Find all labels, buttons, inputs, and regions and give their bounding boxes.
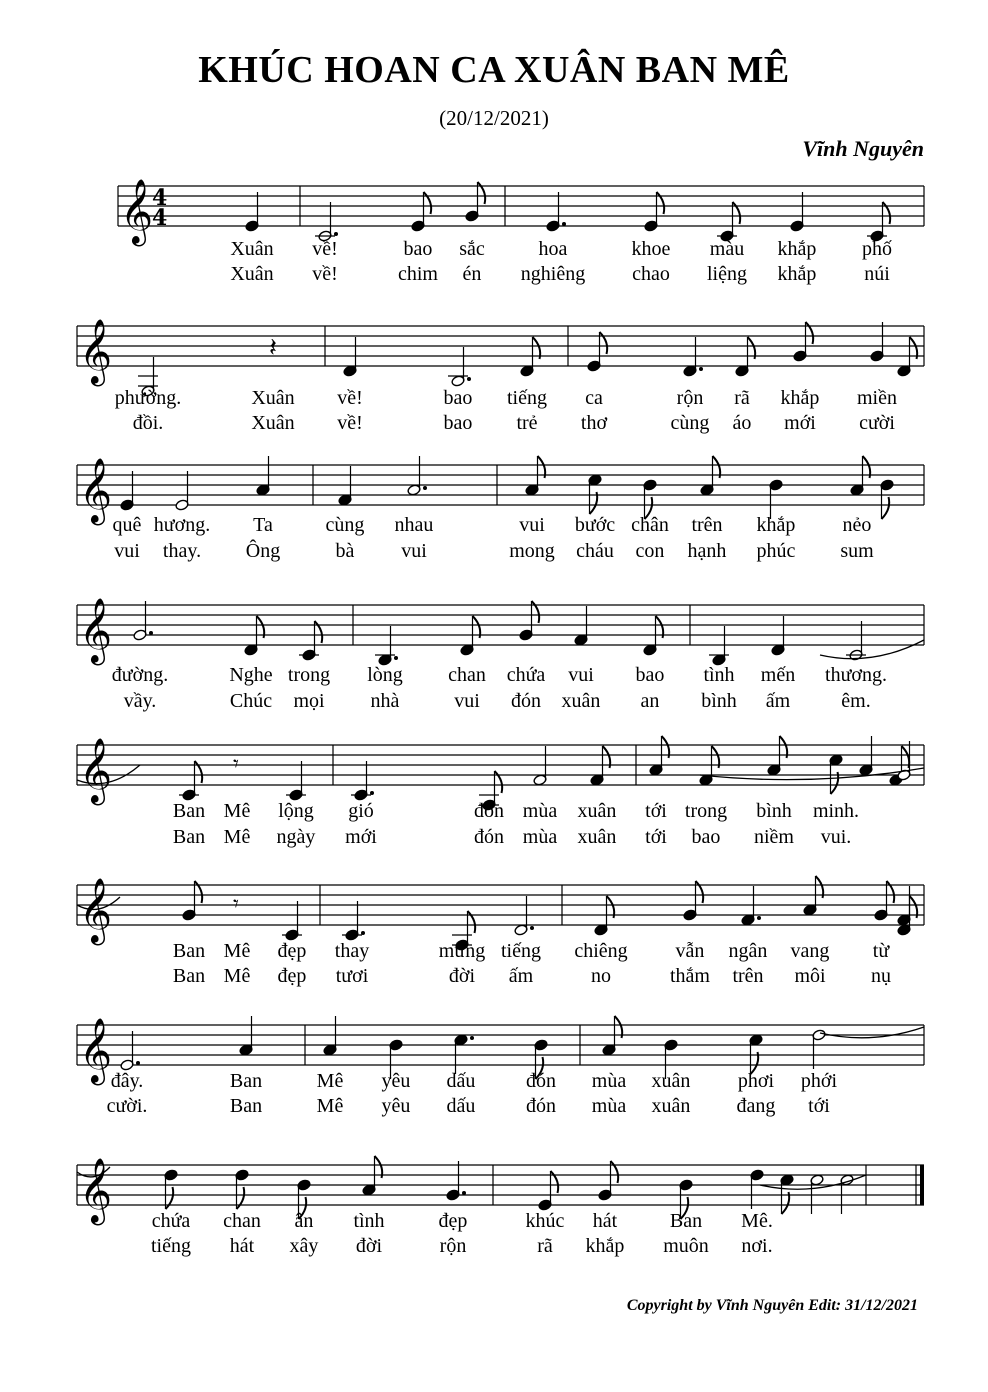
verse1-syllable: khoe [631,238,671,260]
note-flag [237,1187,245,1209]
verse2-syllable: mới [784,412,816,434]
verse2-syllable: tới [808,1095,830,1117]
dot [149,631,153,635]
verse1-syllable: chan [223,1210,261,1232]
note-flag [611,1161,619,1183]
note-flag [478,182,486,204]
verse2-syllable: đón [474,826,504,848]
verse1-syllable: mùa [522,800,558,822]
tie-slur [820,1027,924,1038]
verse2-syllable: xuân [577,826,617,848]
verse2-syllable: Xuân [251,412,295,434]
verse2-syllable: nghiêng [520,263,586,285]
verse2-syllable: đồi. [132,412,164,434]
dot [699,367,703,371]
verse2-syllable: liệng [707,263,747,285]
verse1-syllable: đẹp [438,1210,468,1232]
verse1-syllable: Xuân [230,238,274,260]
verse2-syllable: mong [509,540,555,562]
verse1-syllable: hát [592,1210,618,1232]
verse2-syllable: hát [229,1235,255,1257]
note-flag [424,192,432,214]
verse2-syllable: ấm [508,965,534,987]
verse1-syllable: xuân [577,800,617,822]
tie-slur [820,640,924,659]
verse2-syllable: nhà [370,690,400,712]
verse1-syllable: đường. [111,664,169,686]
verse1-syllable: thương. [825,664,887,686]
verse2-syllable: an [640,690,660,712]
verse1-syllable: trên [691,514,723,536]
verse1-syllable: tiếng [507,387,547,409]
verse2-syllable: Ban [172,826,206,848]
verse2-syllable: muôn [663,1235,709,1257]
verse2-syllable: núi [864,263,890,285]
verse2-syllable: đón [526,1095,556,1117]
verse2-syllable: niềm [754,826,794,848]
verse2-syllable: ngày [276,826,316,848]
note-flag [532,601,540,623]
verse1-syllable: bình [756,800,792,822]
verse2-syllable: thơ [580,412,608,434]
note-flag [657,192,665,214]
verse2-syllable: nụ [871,965,891,987]
verse2-syllable: đang [736,1095,776,1117]
verse2-syllable: thay. [162,540,202,562]
verse1-syllable: đẹp [277,940,307,962]
verse2-syllable: môi [794,965,826,987]
verse2-syllable: tươi [335,965,369,987]
song-date: (20/12/2021) [439,106,549,130]
verse2-syllable: phúc [756,540,796,562]
verse1-syllable: chan [448,664,486,686]
verse1-syllable: vang [790,940,830,962]
verse1-syllable: vẫn [675,940,705,962]
dot [361,931,365,935]
note-flag [195,761,203,783]
treble-clef-icon: 𝄞 [79,1018,113,1083]
verse1-syllable: vui [519,514,545,536]
eighth-rest-icon: 𝄾 [233,752,239,777]
dot [530,926,534,930]
verse1-syllable: chân [631,514,669,536]
verse2-syllable: đón [511,690,541,712]
verse2-syllable: Chúc [229,690,273,712]
verse2-syllable: thắm [670,965,710,987]
verse2-syllable: khắp [777,263,817,285]
verse1-syllable: Ban [229,1070,263,1092]
verse1-syllable: bước [574,514,616,536]
verse1-syllable: mến [760,664,796,686]
verse2-syllable: êm. [841,690,871,712]
verse2-syllable: đời [448,965,476,987]
dot [562,222,566,226]
verse1-syllable: Ban [669,1210,703,1232]
verse1-syllable: Mê [223,800,251,822]
verse1-syllable: thay [334,940,370,962]
treble-clef-icon: 𝄞 [79,319,113,384]
verse1-syllable: bao [635,664,665,686]
verse2-syllable: Mê [316,1095,344,1117]
verse1-syllable: hương. [153,514,211,536]
verse1-syllable: về! [337,387,363,409]
verse2-syllable: rã [537,1235,553,1257]
treble-clef-icon: 𝄞 [120,179,154,244]
verse1-syllable: Ban [172,800,206,822]
note-flag [195,881,203,903]
verse1-syllable: phơi [737,1070,775,1092]
verse1-syllable: dấu [446,1070,476,1092]
verse2-syllable: mùa [522,826,558,848]
treble-clef-icon: 𝄞 [79,598,113,663]
time-signature-top: 4 [152,185,168,211]
verse2-syllable: xuân [651,1095,691,1117]
verse2-syllable: bao [443,412,473,434]
verse1-syllable: lộng [278,800,314,822]
verse1-syllable: minh. [812,800,860,822]
verse2-syllable: yêu [381,1095,411,1117]
verse1-syllable: phới [800,1070,838,1092]
dot [136,1061,140,1065]
eighth-rest-icon: 𝄾 [233,892,239,917]
note-flag [882,497,890,519]
verse1-syllable: Mê. [741,1210,773,1232]
verse1-syllable: trong [684,800,728,822]
verse2-syllable: vui. [820,826,852,848]
verse2-syllable: đẹp [277,965,307,987]
verse1-syllable: cùng [325,514,365,536]
note-flag [315,621,323,643]
verse2-syllable: chim [398,263,438,285]
verse1-syllable: miền [857,387,897,409]
dot [370,791,374,795]
verse1-syllable: Xuân [251,387,295,409]
copyright-notice: Copyright by Vĩnh Nguyên Edit: 31/12/2021 [626,1297,918,1314]
verse1-syllable: tình [703,664,735,686]
note-flag [696,881,704,903]
verse1-syllable: phố [862,238,892,260]
verse1-syllable: vui [568,664,594,686]
note-flag [495,771,503,793]
verse1-syllable: khắp [756,514,796,536]
verse2-syllable: khắp [585,1235,625,1257]
verse1-syllable: tới [645,800,667,822]
verse2-syllable: chao [632,263,670,285]
verse2-syllable: đời [355,1235,383,1257]
verse1-syllable: khắp [777,238,817,260]
verse1-syllable: tình [353,1210,385,1232]
verse2-syllable: Ông [245,540,281,562]
verse2-syllable: tiếng [151,1235,191,1257]
verse1-syllable: Ta [253,514,273,536]
verse1-syllable: chứa [506,664,546,686]
composer-name: Vĩnh Nguyên [802,136,924,161]
verse1-syllable: chứa [151,1210,191,1232]
verse2-syllable: dấu [446,1095,476,1117]
verse2-syllable: bao [691,826,721,848]
verse1-syllable: mừng [438,940,486,962]
treble-clef-icon: 𝄞 [79,738,113,803]
verse1-syllable: bao [403,238,433,260]
verse1-syllable: nhau [394,514,434,536]
treble-clef-icon: 𝄞 [79,458,113,523]
verse2-syllable: Ban [172,965,206,987]
verse2-syllable: mới [345,826,377,848]
verse1-syllable: Mê [316,1070,344,1092]
verse2-syllable: Mê [223,965,251,987]
verse2-syllable: no [591,965,611,987]
verse2-syllable: tới [645,826,667,848]
note-flag [887,881,895,903]
dot [394,656,398,660]
verse2-syllable: trẻ [516,412,538,434]
verse1-syllable: tiếng [501,940,541,962]
verse1-syllable: lòng [367,664,403,686]
verse1-syllable: xuân [651,1070,691,1092]
verse1-syllable: bao [443,387,473,409]
verse2-syllable: về! [312,263,338,285]
verse1-syllable: rã [734,387,750,409]
verse2-syllable: xây [289,1235,319,1257]
verse1-syllable: khúc [525,1210,565,1232]
verse1-syllable: đón [474,800,504,822]
quarter-rest-icon: 𝄽 [269,333,277,363]
verse1-syllable: về! [312,238,338,260]
dot [462,1191,466,1195]
verse2-syllable: xuân [561,690,601,712]
verse1-syllable: Ban [172,940,206,962]
verse2-syllable: cháu [576,540,614,562]
verse2-syllable: Ban [229,1095,263,1117]
verse2-syllable: mùa [591,1095,627,1117]
verse1-syllable: Mê [223,940,251,962]
time-signature-bottom: 4 [152,205,168,231]
note-flag [551,1171,559,1193]
verse2-syllable: cười [859,412,895,434]
verse2-syllable: Xuân [230,263,274,285]
verse2-syllable: vầy. [123,690,157,712]
verse1-syllable: yêu [381,1070,411,1092]
treble-clef-icon: 𝄞 [79,1158,113,1223]
verse1-syllable: gió [348,800,374,822]
dot [334,232,338,236]
verse1-syllable: sắc [459,238,485,260]
verse1-syllable: chiêng [574,940,628,962]
verse1-syllable: khắp [780,387,820,409]
verse2-syllable: hạnh [687,540,727,562]
note-flag [733,202,741,224]
verse2-syllable: rộn [439,1235,467,1257]
verse1-syllable: hoa [538,238,568,260]
dot [757,916,761,920]
song-title: KHÚC HOAN CA XUÂN BAN MÊ [198,49,790,91]
verse1-syllable: quê [112,514,142,536]
verse2-syllable: trên [732,965,764,987]
verse1-syllable: nẻo [842,514,872,536]
verse1-syllable: Nghe [229,664,273,686]
verse2-syllable: cùng [670,412,710,434]
verse1-syllable: ân [294,1210,314,1232]
verse2-syllable: vui [114,540,140,562]
verse1-syllable: rộn [676,387,704,409]
verse2-syllable: áo [732,412,752,434]
verse1-syllable: ca [585,387,603,409]
verse2-syllable: Mê [223,826,251,848]
verse1-syllable: ngân [728,940,768,962]
verse1-syllable: trong [287,664,331,686]
verse1-syllable: phường. [114,387,182,409]
verse1-syllable: mùa [591,1070,627,1092]
verse2-syllable: con [635,540,665,562]
verse2-syllable: vui [401,540,427,562]
verse1-syllable: đón [526,1070,556,1092]
verse2-syllable: về! [337,412,363,434]
verse2-syllable: ấm [765,690,791,712]
verse2-syllable: sum [840,540,874,562]
note-flag [806,322,814,344]
verse1-syllable: đây. [110,1070,144,1092]
tie-slur [700,768,924,780]
note-flag [166,1187,174,1209]
dot [467,377,471,381]
verse2-syllable: cười. [106,1095,148,1117]
note-flag [600,332,608,354]
verse2-syllable: mọi [293,690,325,712]
dot [470,1036,474,1040]
note-flag [883,202,891,224]
dot [423,486,427,490]
verse2-syllable: bình [701,690,737,712]
verse1-syllable: từ [872,940,890,962]
verse2-syllable: vui [454,690,480,712]
note-flag [468,911,476,933]
verse2-syllable: én [462,263,482,285]
treble-clef-icon: 𝄞 [79,878,113,943]
verse2-syllable: nơi. [741,1235,773,1257]
verse1-syllable: màu [709,238,745,260]
verse2-syllable: bà [335,540,355,562]
